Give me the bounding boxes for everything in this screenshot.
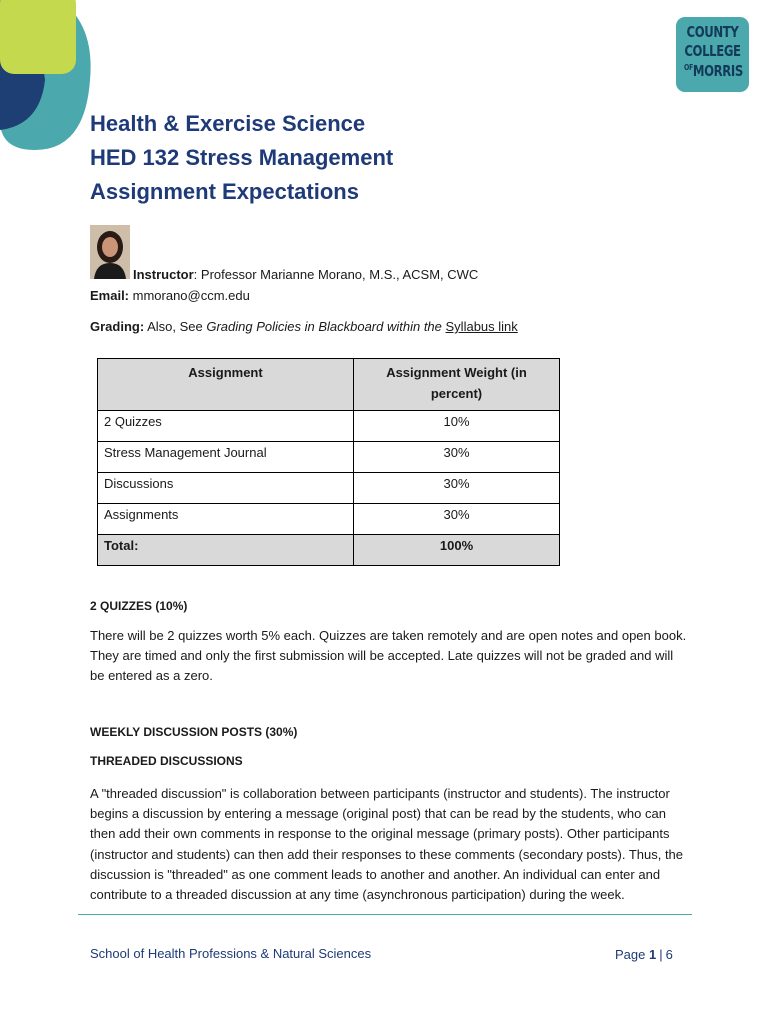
weight-cell: 10%	[354, 411, 560, 442]
grading-line: Grading: Also, See Grading Policies in Blackboard within the Syllabus link	[90, 319, 518, 334]
discussion-heading: WEEKLY DISCUSSION POSTS (30%)	[90, 725, 298, 739]
footer-divider	[78, 914, 692, 915]
quizzes-paragraph: There will be 2 quizzes worth 5% each. Quizzes are taken remotely and are open notes and open book. They are timed and only the first submission will be accepted. Late quizzes will not be graded and will be entered as a zero.	[90, 628, 687, 684]
grading-table	[97, 358, 560, 566]
syllabus-link[interactable]: Syllabus link	[445, 319, 518, 334]
total-value-cell: 100%	[354, 535, 560, 566]
table-row	[98, 473, 560, 504]
discussion-paragraph: A "threaded discussion" is collaboration between participants (instructor and students). The instructor begins a discussion by entering a message (original post) that can be read by the students, who can then add their own comments in response to the original message (primary posts). Other participants (instructor and students) can then add their responses to these comments (secondary posts). Thus, the discussion is "threaded" as one comment leads to another and another. An individual can enter and contribute to a threaded discussion at any time (asynchronous participation) during the week.	[90, 786, 684, 903]
footer-school: School of Health Professions & Natural Sciences	[90, 946, 372, 961]
table-header-row	[98, 359, 560, 411]
assignment-cell: 2 Quizzes	[98, 411, 354, 442]
column-header: Assignment	[98, 359, 354, 411]
table-total-row	[98, 535, 560, 566]
total-label-cell: Total:	[98, 535, 354, 566]
table-row	[98, 504, 560, 535]
college-logo: COUNTY COLLEGE $^{OF}$MORRIS	[676, 17, 749, 92]
column-header: Assignment Weight (in percent)	[354, 359, 560, 411]
assignment-cell: Discussions	[98, 473, 354, 504]
weight-cell: 30%	[354, 504, 560, 535]
course-title: HED 132 Stress Management	[90, 145, 394, 170]
decorative-corner-shapes	[0, 0, 100, 160]
threaded-discussion-subheading: THREADED DISCUSSIONS	[90, 754, 243, 768]
weight-cell: 30%	[354, 473, 560, 504]
instructor-line: Instructor: Professor Marianne Morano, M.S., ACSM, CWC	[133, 267, 479, 282]
weight-cell: 30%	[354, 442, 560, 473]
page-number: Page 1 | 6	[615, 947, 673, 962]
assignment-cell: Stress Management Journal	[98, 442, 354, 473]
table-row	[98, 442, 560, 473]
email-line: Email: mmorano@ccm.edu	[90, 288, 250, 303]
document-title: Assignment Expectations	[90, 179, 359, 204]
quizzes-heading: 2 QUIZZES (10%)	[90, 599, 188, 613]
department-title: Health & Exercise Science	[90, 111, 366, 136]
assignment-cell: Assignments	[98, 504, 354, 535]
table-row	[98, 411, 560, 442]
instructor-photo	[90, 225, 130, 279]
